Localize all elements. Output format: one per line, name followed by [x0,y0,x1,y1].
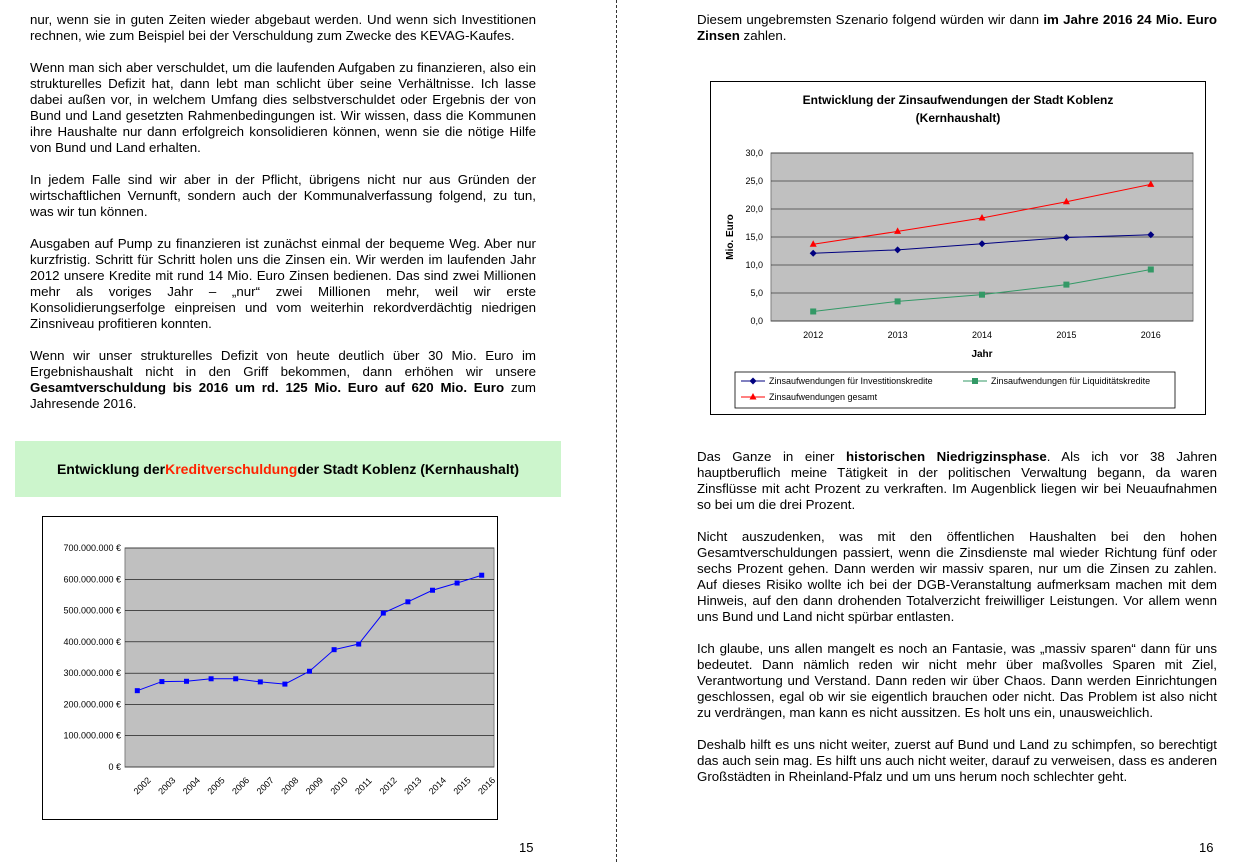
x-tick-label: 2005 [205,775,227,797]
chart-subtitle: (Kernhaushalt) [915,111,1001,125]
legend-label: Zinsaufwendungen für Liquiditätskredite [991,376,1151,386]
y-tick-label: 0 € [108,762,121,772]
x-tick-label: 2006 [230,775,252,797]
y-tick-label: 700.000.000 € [63,543,121,553]
right-paragraph-4: Deshalb hilft es uns nicht weiter, zuerst auf Bund und Land zu schimpfen, so berechtigt das auch sein mag. Es hilft uns auch nicht weiter, darauf zu verweisen, dass es anderen Großstädten in Rheinland-Pfalz und um uns herum noch schlechter geht. [697,737,1217,784]
y-tick-label: 300.000.000 € [63,668,121,679]
y-tick-label: 400.000.000 € [63,636,121,647]
page-divider [616,0,617,862]
page-number-left: 15 [519,840,534,855]
left-paragraph-5 [30,348,536,412]
chart-title: Entwicklung der Zinsaufwendungen der Stadt Koblenz [802,93,1114,107]
text-run: . Als ich vor 38 Jahren hauptberuflich meine Tätigkeit in der politischen Verwaltung begann, da waren Zinsflüsse mit acht Prozent zu verkraften. Im Augenblick liegen wir bei Neuaufnahmen so bei um die drei Prozent. [697,449,1217,512]
data-point [307,669,312,674]
left-paragraph-4: Ausgaben auf Pump zu finanzieren ist zunächst einmal der bequeme Weg. Aber nur kurzfristig. Schritt für Schritt holen uns die Zinsen ein. Wir werden im laufenden Jahr 2012 unsere Kredite mit rund 14 Mio. Euro Zinsen bedienen. Das sind zwei Millionen mehr als voriges Jahr – „nur“ zwei Millionen mehr, weil wir erste Konsolidierungserfolge einpreisen und vom weiterhin rekordverdächtig niedrigen Zinsniveau profitieren konnten. [30,236,536,331]
x-tick-label: 2002 [131,775,153,797]
page-number-right: 16 [1199,840,1214,855]
data-point [1148,266,1154,272]
x-tick-label: 2014 [426,775,449,797]
right-paragraph-3: Ich glaube, uns allen mangelt es noch an Fantasie, was „massiv sparen“ dann für uns bedeutet. Dann nämlich reden wir nicht mehr über maßvolles Sparen mit Ziel, Verantwortung und Verstand. Dann reden wir über Chaos. Dann werden Einrichtungen geschlossen, egal ob wir sie eigentlich brauchen oder nicht. Das Problem ist also nicht zu verdrängen, man kann es nicht aussitzen. Es holt uns ein, unausweichlich. [697,641,1217,720]
debt-chart [43,517,497,819]
y-tick-label: 25,0 [745,176,763,186]
x-tick-label: 2011 [353,775,374,797]
data-point [810,308,816,314]
data-point [209,676,214,681]
text-run: Wenn wir unser strukturelles Defizit von heute deutlich über 30 Mio. Euro im Ergebnishaushalt nicht in den Griff bekommen, dann erhöhen wir unsere [30,348,536,379]
data-point [332,647,337,652]
x-tick-label: 2003 [156,775,178,797]
legend-label: Zinsaufwendungen für Investitionskredite [769,376,933,386]
interest-chart [711,82,1205,414]
y-tick-label: 500.000.000 € [63,605,121,616]
x-tick-label: 2009 [303,775,326,797]
x-tick-label: 2008 [279,775,301,797]
left-paragraph-3: In jedem Falle sind wir aber in der Pflicht, übrigens nicht nur aus Gründen der wirtschaftlichen Vernunft, sondern auch der Kommunalverfassung folgend, zu tun, was wir tun können. [30,172,536,219]
data-point [430,588,435,593]
y-tick-label: 5,0 [750,288,763,298]
bold-run: im Jahre 2016 24 Mio. Euro Zinsen [697,12,1217,43]
x-tick-label: 2012 [803,330,824,340]
data-point [258,679,263,684]
y-tick-label: 0,0 [750,316,763,326]
y-tick-label: 100.000.000 € [63,730,121,741]
data-point [282,682,287,687]
x-tick-label: 2010 [328,775,350,797]
left-paragraph-1: nur, wenn sie in guten Zeiten wieder abgebaut werden. Und wenn sich Investitionen rechnen, wie zum Beispiel bei der Verschuldung zum Zwecke des KEVAG-Kaufes. [30,12,536,43]
data-point [972,378,978,384]
x-tick-label: 2014 [971,330,993,340]
y-tick-label: 20,0 [745,204,763,214]
x-axis-label: Jahr [971,349,993,360]
data-point [455,581,460,586]
data-point [381,611,386,616]
bold-run: historischen Niedrigzinsphase [846,449,1047,464]
x-tick-label: 2016 [1140,330,1161,340]
debt-chart-frame [42,516,498,820]
right-page [697,12,1217,60]
text-run: zahlen. [739,28,787,43]
data-point [135,688,140,693]
left-page [30,12,536,428]
bold-run: Gesamtverschuldung bis 2016 um rd. 125 Mio. Euro auf 620 Mio. Euro [30,380,505,395]
x-tick-label: 2004 [180,775,203,797]
text-run: Diesem ungebremsten Szenario folgend würden wir dann [697,12,1044,27]
data-point [479,573,484,578]
banner-text-pre: Entwicklung der [56,461,166,477]
text-run: Das Ganze in einer [697,449,847,464]
x-tick-label: 2013 [887,330,908,340]
legend-label: Zinsaufwendungen gesamt [769,392,878,402]
data-point [356,642,361,647]
right-paragraph-1 [697,449,1217,513]
x-tick-label: 2015 [451,775,473,797]
banner-text-post: der Stadt Koblenz (Kernhaushalt) [297,461,520,477]
left-paragraph-2: Wenn man sich aber verschuldet, um die laufenden Aufgaben zu finanzieren, also ein strukturelles Defizit hat, dann lebt man schlicht über seine Verhältnisse. Ich lasse dabei außen vor, in welchem Umfang dies selbstverschuldet oder Ergebnis der von Bund und Land gesetzten Rahmenbedingungen ist. Wir wissen, dass die Kommunen ihre Haushalte nur dann erfolgreich konsolidieren können, wenn sie die nötige Hilfe von Bund und Land erhalten. [30,60,536,155]
banner-text-red: Kreditverschuldung [165,461,298,477]
right-intro [697,12,1217,44]
x-tick-label: 2015 [1056,330,1077,340]
data-point [233,676,238,681]
x-tick-label: 2007 [254,775,276,797]
data-point [979,292,985,298]
right-page-body [697,449,1217,801]
y-axis-label: Mio. Euro [725,214,736,260]
data-point [895,298,901,304]
data-point [159,679,164,684]
y-tick-label: 600.000.000 € [63,574,121,585]
x-tick-label: 2012 [377,775,399,797]
x-tick-label: 2016 [476,775,497,797]
y-tick-label: 200.000.000 € [63,699,121,710]
interest-chart-frame [710,81,1206,415]
plot-area [125,548,494,767]
data-point [184,679,189,684]
y-tick-label: 30,0 [745,148,763,158]
debt-chart-banner [15,441,561,497]
data-point [1063,282,1069,288]
text-run: zum Jahresende 2016. [30,380,536,411]
y-tick-label: 10,0 [745,260,763,270]
y-tick-label: 15,0 [745,232,763,242]
x-tick-label: 2013 [402,775,424,797]
right-paragraph-2: Nicht auszudenken, was mit den öffentlichen Haushalten bei den hohen Gesamtverschuldungen passiert, wenn die Zinsdienste mal wieder Richtung fünf oder sechs Prozent gehen. Dann werden wir massiv sparen, nur um die Zinsen zu zahlen. Auf dieses Risiko wollte ich bei der DGB-Veranstaltung aufmerksam machen mit dem Hinweis, auf den dann drohenden Totalverzicht freiwilliger Leistungen. Vor allem wenn uns Bund und Land nicht spürbar entlasten. [697,529,1217,624]
data-point [405,599,410,604]
